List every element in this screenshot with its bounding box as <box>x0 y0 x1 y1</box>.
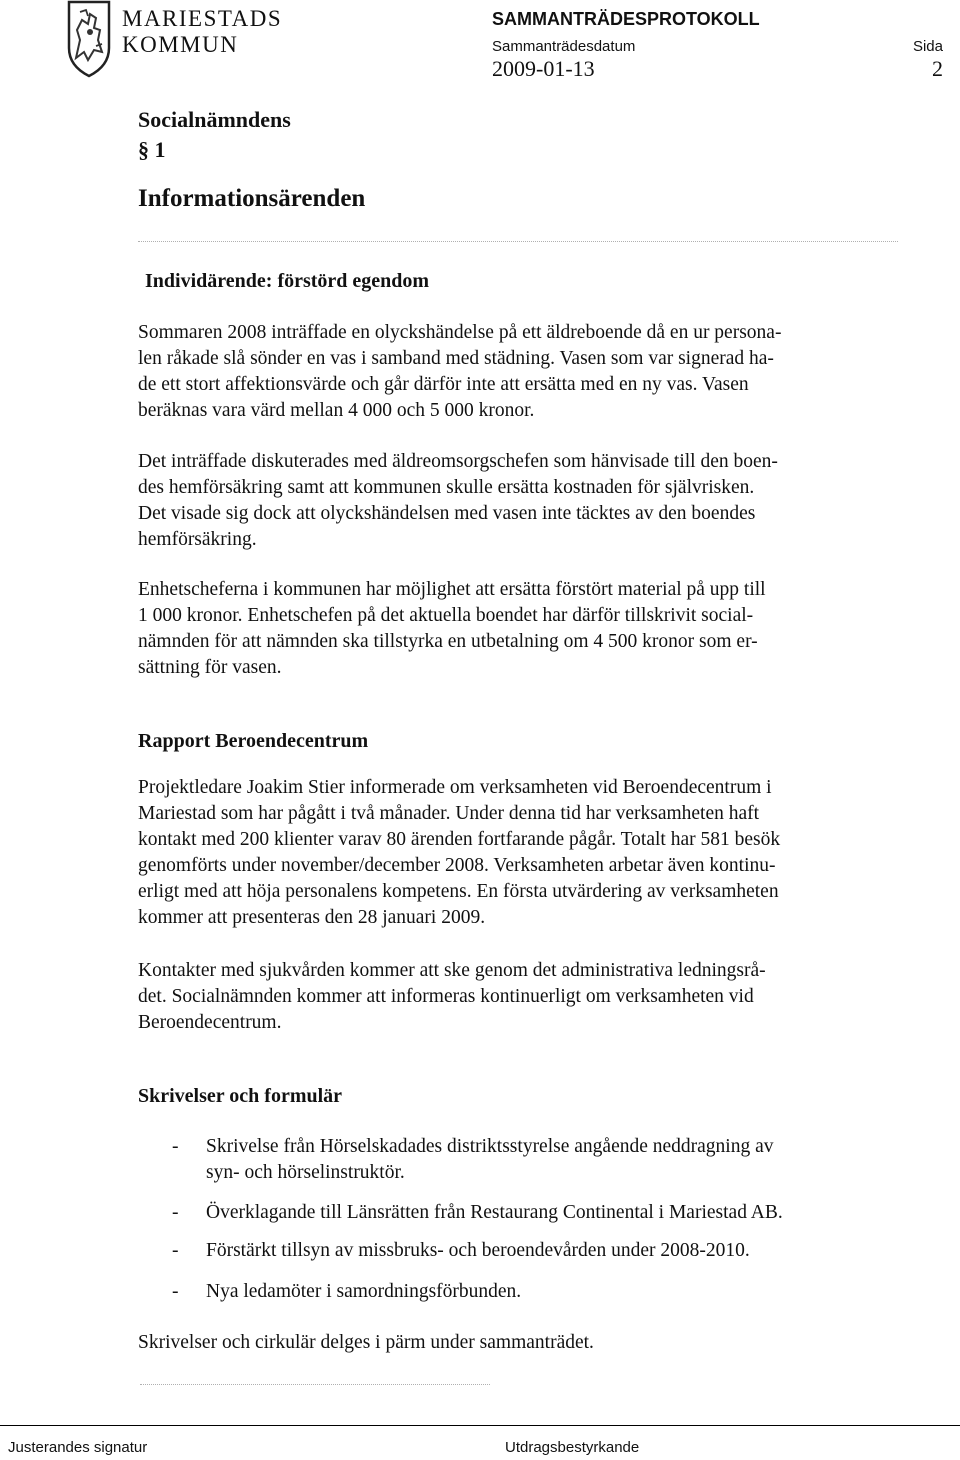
closing-sentence: Skrivelser och cirkulär delges i pärm under sammanträdet. <box>138 1332 594 1353</box>
text-line: 1 000 kronor. Enhetschefen på det aktuella boendet har därför tillskrivit social- <box>138 605 754 626</box>
text-line: Det inträffade diskuterades med äldreomsorgschefen som hänvisade till den boen- <box>138 451 778 472</box>
text-line: Sommaren 2008 inträffade en olyckshändelse på ett äldreboende då en ur persona- <box>138 322 782 343</box>
organization-name-line2: KOMMUN <box>122 32 239 57</box>
list-dash: - <box>172 1281 179 1302</box>
list-dash: - <box>172 1136 179 1157</box>
signature-label: Justerandes signatur <box>8 1439 148 1456</box>
extract-certification-label: Utdragsbestyrkande <box>505 1439 640 1456</box>
text-line: Beroendecentrum. <box>138 1012 282 1033</box>
report-heading: Rapport Beroendecentrum <box>138 730 369 752</box>
list-dash: - <box>172 1240 179 1261</box>
date-label: Sammanträdesdatum <box>492 38 636 55</box>
list-dash: - <box>172 1202 179 1223</box>
letters-heading: Skrivelser och formulär <box>138 1085 343 1107</box>
text-line: det. Socialnämnden kommer att informeras kontinuerligt om verksamheten vid <box>138 986 754 1007</box>
text-line: erligt med att höja personalens kompetens. En första utvärdering av verksamheten <box>138 881 779 902</box>
case-paragraph-3 <box>138 577 898 681</box>
organization-name: MARIESTADS <box>122 6 283 31</box>
page-number: 2 <box>932 56 943 81</box>
committee-name: Socialnämndens <box>138 107 291 132</box>
text-line: kommer att presenteras den 28 januari 2009. <box>138 907 486 928</box>
text-line: Det visade sig dock att olyckshändelsen med vasen inte täcktes av den boendes <box>138 503 756 524</box>
report-paragraph-2 <box>138 958 898 1036</box>
report-paragraph-1 <box>138 775 898 931</box>
text-line: nämnden för att nämnden ska tillstyrka en utbetalning om 4 500 kronor som er- <box>138 631 758 652</box>
case-paragraph-1 <box>138 320 898 424</box>
meeting-date: 2009-01-13 <box>492 56 595 81</box>
text-line: len råkade slå sönder en vas i samband med städning. Vasen som var signerad ha- <box>138 348 774 369</box>
footer-rule <box>0 1425 960 1426</box>
text-line: kontakt med 200 klienter varav 80 ärenden fortfarande pågår. Totalt har 581 besök <box>138 829 781 850</box>
list-item-text: Nya ledamöter i samordningsförbunden. <box>206 1281 522 1302</box>
section-symbol: § <box>138 137 155 162</box>
case-paragraph-2 <box>138 449 898 553</box>
text-line: de ett stort affektionsvärde och går därför inte att ersätta med en ny vas. Vasen <box>138 374 749 395</box>
list-item-text <box>206 1134 774 1186</box>
coat-of-arms-logo <box>66 0 112 78</box>
case-heading: Individärende: förstörd egendom <box>145 270 430 292</box>
page-label: Sida <box>912 38 943 55</box>
text-line: genomförts under november/december 2008. Verksamheten arbetar även kontinu- <box>138 855 776 876</box>
section-title: Informationsärenden <box>138 185 366 212</box>
text-line: Enhetscheferna i kommunen har möjlighet att ersätta förstört material på upp till <box>138 579 766 600</box>
document-type: SAMMANTRÄDESPROTOKOLL <box>492 9 760 29</box>
text-line: Projektledare Joakim Stier informerade om verksamheten vid Beroendecentrum i <box>138 777 772 798</box>
text-line: Mariestad som har pågått i två månader. Under denna tid har verksamheten haft <box>138 803 760 824</box>
text-line: sättning för vasen. <box>138 657 282 678</box>
paragraph-number-value: 1 <box>154 137 166 162</box>
text-line: Kontakter med sjukvården kommer att ske genom det administrativa ledningsrå- <box>138 960 766 981</box>
text-line: hemförsäkring. <box>138 529 257 550</box>
list-item-text: Förstärkt tillsyn av missbruks- och beroendevården under 2008-2010. <box>206 1240 750 1261</box>
text-line: des hemförsäkring samt att kommunen skulle ersätta kostnaden för självrisken. <box>138 477 755 498</box>
text-line: beräknas vara värd mellan 4 000 och 5 000 kronor. <box>138 400 535 421</box>
paragraph-number <box>138 137 166 163</box>
text-line: syn- och hörselinstruktör. <box>206 1162 405 1183</box>
end-divider <box>140 1384 490 1385</box>
title-divider <box>138 241 898 242</box>
text-line: Skrivelse från Hörselskadades distriktsstyrelse angående neddragning av <box>206 1136 774 1157</box>
list-item-text: Överklagande till Länsrätten från Restaurang Continental i Mariestad AB. <box>206 1202 783 1223</box>
